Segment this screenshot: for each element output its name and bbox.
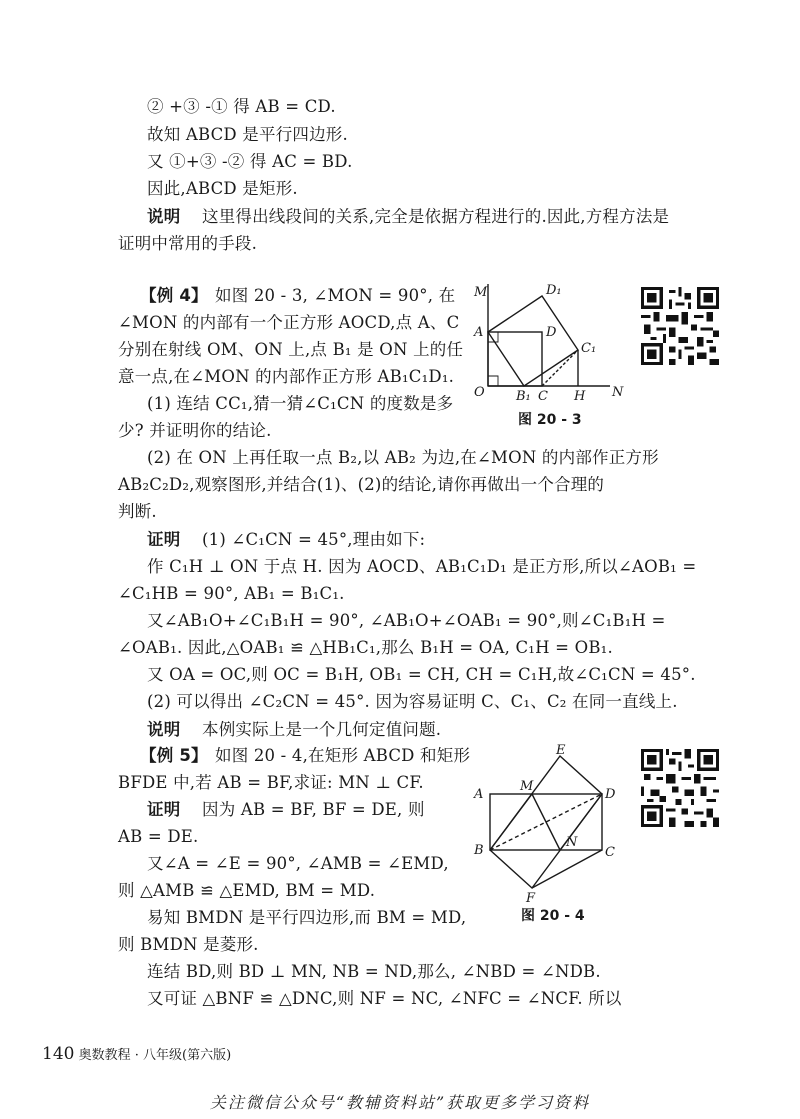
text-line: AB₂C₂D₂,观察图形,并结合(1)、(2)的结论,请你再做出一个合理的 <box>118 475 605 494</box>
text-line: 连结 BD,则 BD ⊥ MN, NB = ND,那么, ∠NBD = ∠NDB. <box>147 962 601 981</box>
text-line: ∠OAB₁. 因此,△OAB₁ ≌ △HB₁C₁,那么 B₁H = OA, C₁H = OB₁. <box>118 638 613 657</box>
text-line: 又 ①+③ -② 得 AC = BD. <box>147 152 353 171</box>
label-n: N <box>612 385 624 400</box>
example-label: 【例 4】 <box>140 286 208 305</box>
label-a: A <box>474 787 484 802</box>
segment-fc <box>532 850 602 888</box>
label-n: N <box>566 835 578 850</box>
text-line: 则 BMDN 是菱形. <box>118 935 259 954</box>
qr-code-icon <box>641 287 719 365</box>
square-aocd <box>488 332 542 386</box>
right-angle-mark <box>488 376 498 386</box>
text-line: 则 △AMB ≌ △EMD, BM = MD. <box>118 881 376 900</box>
book-title: 奥数教程 · 八年级(第六版) <box>78 1048 232 1063</box>
text-line: ∠C₁HB = 90°, AB₁ = B₁C₁. <box>118 584 345 603</box>
label-o: O <box>474 385 485 400</box>
label-h: H <box>574 389 586 404</box>
text-line: 因此,ABCD 是矩形. <box>147 179 298 198</box>
proof-label: 证明 <box>147 530 181 549</box>
page-number: 140 <box>42 1044 75 1064</box>
label-m: M <box>474 285 488 300</box>
example-label: 【例 5】 <box>140 746 208 765</box>
text-line: 少? 并证明你的结论. <box>118 421 272 440</box>
text-line: (1) ∠C₁CN = 45°,理由如下: <box>202 530 426 549</box>
text-line: 作 C₁H ⊥ ON 于点 H. 因为 AOCD、AB₁C₁D₁ 是正方形,所以∠AOB₁ = <box>147 557 697 576</box>
label-d: D <box>605 787 616 802</box>
square-ab1c1d1 <box>488 296 578 386</box>
label-m: M <box>520 779 534 794</box>
label-d1: D₁ <box>546 283 562 298</box>
text-line: 判断. <box>118 502 157 521</box>
text-line: AB = DE. <box>118 827 199 846</box>
text-line: 意一点,在∠MON 的内部作正方形 AB₁C₁D₁. <box>118 367 455 386</box>
label-c: C <box>538 389 548 404</box>
segment-bm <box>490 794 532 850</box>
label-a: A <box>474 325 484 340</box>
text-line: 如图 20 - 4,在矩形 ABCD 和矩形 <box>215 746 471 765</box>
text-line: 又 OA = OC,则 OC = B₁H, OB₁ = CH, CH = C₁H,故∠C₁CN = 45°. <box>147 665 696 684</box>
qr-code-icon <box>641 749 719 827</box>
text-line: 又∠A = ∠E = 90°, ∠AMB = ∠EMD, <box>147 854 449 873</box>
text-line: BFDE 中,若 AB = BF,求证: MN ⊥ CF. <box>118 773 424 792</box>
text-line: 因为 AB = BF, BF = DE, 则 <box>202 800 425 819</box>
figure-20-4 <box>470 742 630 904</box>
text-line: 故知 ABCD 是平行四边形. <box>147 125 348 144</box>
text-line: 又可证 △BNF ≌ △DNC,则 NF = NC, ∠NFC = ∠NCF. 所以 <box>147 989 622 1008</box>
figure-caption: 图 20 - 4 <box>521 908 585 924</box>
text-line: 如图 20 - 3, ∠MON = 90°, 在 <box>215 286 456 305</box>
label-b1: B₁ <box>516 389 531 404</box>
label-e: E <box>556 743 566 758</box>
label-c1: C₁ <box>581 341 597 356</box>
label-c: C <box>605 845 615 860</box>
note-label: 说明 <box>147 720 181 739</box>
label-d: D <box>546 325 557 340</box>
watermark-text: 关注微信公众号“教辅资料站”获取更多学习资料 <box>209 1093 591 1112</box>
text-line: ② +③ -① 得 AB = CD. <box>147 97 336 116</box>
figure-20-3 <box>466 280 626 410</box>
text-line: ∠MON 的内部有一个正方形 AOCD,点 A、C <box>118 313 460 332</box>
segment-mn <box>532 794 560 850</box>
text-line: (2) 可以得出 ∠C₂CN = 45°. 因为容易证明 C、C₁、C₂ 在同一直线上. <box>147 692 678 711</box>
text-line: 分别在射线 OM、ON 上,点 B₁ 是 ON 上的任 <box>118 340 464 359</box>
text-line: (1) 连结 CC₁,猜一猜∠C₁CN 的度数是多 <box>147 394 454 413</box>
text-line: 又∠AB₁O+∠C₁B₁H = 90°, ∠AB₁O+∠OAB₁ = 90°,则∠C₁B₁H = <box>147 611 666 630</box>
proof-label: 证明 <box>147 800 181 819</box>
text-line: 本例实际上是一个几何定值问题. <box>202 720 442 739</box>
page-footer <box>42 1044 231 1064</box>
text-line: 这里得出线段间的关系,完全是依据方程进行的.因此,方程方法是 <box>202 207 670 226</box>
label-f: F <box>526 891 536 904</box>
figure-caption: 图 20 - 3 <box>518 412 582 428</box>
text-line: (2) 在 ON 上再任取一点 B₂,以 AB₂ 为边,在∠MON 的内部作正方形 <box>147 448 659 467</box>
text-line: 易知 BMDN 是平行四边形,而 BM = MD, <box>147 908 467 927</box>
text-line: 证明中常用的手段. <box>118 234 258 253</box>
note-label: 说明 <box>147 207 181 226</box>
segment-cc1 <box>542 350 578 386</box>
label-b: B <box>474 843 484 858</box>
